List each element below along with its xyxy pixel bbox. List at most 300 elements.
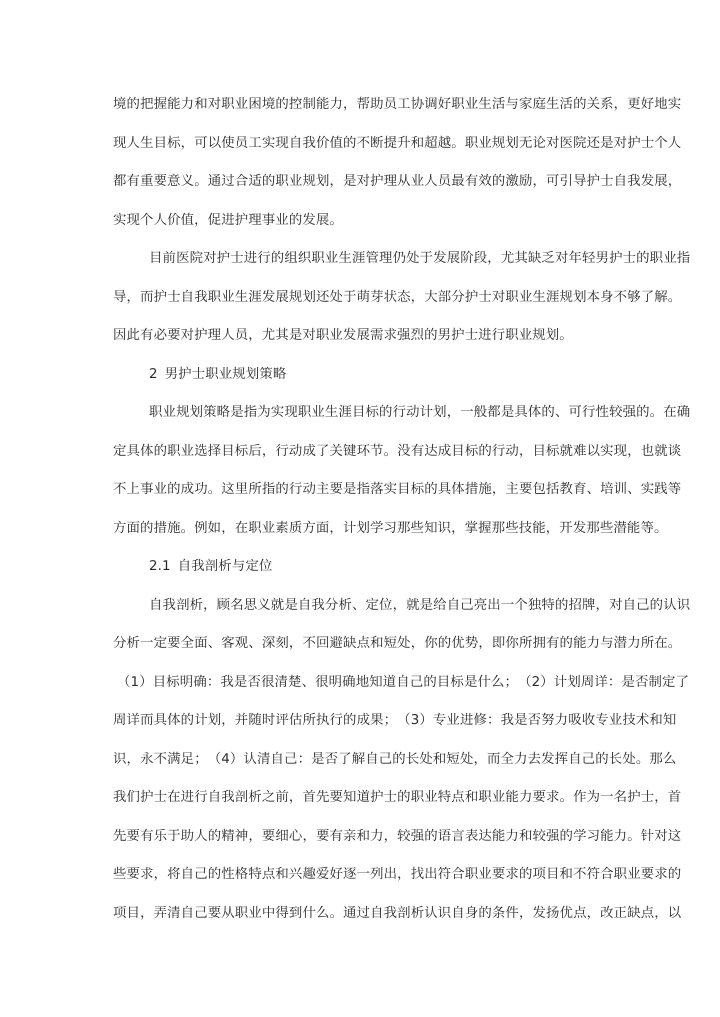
- text-glyph: 节: [370, 443, 384, 459]
- text-glyph: 解: [351, 751, 366, 767]
- text-glyph: 力: [505, 828, 519, 844]
- text-glyph: 、: [248, 636, 262, 651]
- text-glyph: 困: [248, 97, 262, 112]
- text-glyph: 展: [275, 289, 289, 305]
- text-glyph: 心: [288, 828, 303, 844]
- text-glyph: 体: [167, 713, 181, 728]
- text-glyph: 现: [284, 405, 298, 420]
- text-glyph: 标: [450, 674, 464, 690]
- text-glyph: 系: [600, 97, 614, 112]
- text-glyph: 收: [581, 713, 596, 728]
- text-glyph: 标: [546, 443, 560, 459]
- text-glyph: 足: [180, 751, 195, 767]
- text-glyph: 是: [500, 405, 515, 420]
- text-glyph: 庭: [532, 97, 546, 112]
- text-glyph: ，: [446, 405, 461, 420]
- text-glyph: 确: [193, 674, 207, 690]
- text-glyph: 符: [586, 867, 601, 882]
- text-glyph: 实: [600, 443, 614, 459]
- text-glyph: 的: [559, 828, 574, 844]
- text-glyph: 划: [315, 174, 330, 189]
- text-glyph: 努: [541, 713, 555, 728]
- text-glyph: 划: [433, 405, 447, 420]
- text-glyph: ，: [667, 174, 682, 189]
- text-glyph: 生: [546, 97, 560, 112]
- text-glyph: 业: [180, 443, 195, 459]
- text-glyph: 的: [478, 443, 492, 459]
- text-glyph: 和: [356, 828, 371, 844]
- text-line: [113, 394, 691, 433]
- text-glyph: 业: [248, 905, 262, 921]
- text-glyph: 明: [179, 674, 194, 690]
- text-glyph: 要: [640, 867, 655, 882]
- text-glyph: ，: [329, 174, 344, 189]
- text-glyph: 员: [437, 174, 452, 189]
- text-glyph: ，: [180, 135, 195, 151]
- text-glyph: 培: [600, 482, 614, 497]
- text-glyph: 动: [406, 405, 420, 420]
- text-glyph: 而: [487, 751, 501, 767]
- text-glyph: 现: [275, 135, 289, 151]
- text-glyph: 一: [356, 867, 371, 882]
- text-glyph: 全: [500, 751, 515, 767]
- text-glyph: 护: [627, 790, 641, 805]
- text-glyph: 的: [153, 443, 168, 459]
- text-glyph: 处: [329, 289, 344, 305]
- text-glyph: 的: [518, 867, 533, 882]
- text-glyph: 职: [167, 443, 181, 459]
- text-glyph: 和: [464, 790, 479, 805]
- text-glyph: 践: [654, 482, 668, 497]
- text-glyph: 、: [301, 674, 316, 690]
- text-glyph: 家: [518, 97, 533, 112]
- text-glyph: ）: [139, 674, 153, 690]
- text-glyph: 环: [356, 443, 371, 459]
- text-glyph: 是: [621, 674, 635, 690]
- text-glyph: 护: [627, 135, 641, 151]
- text-glyph: 力: [180, 97, 195, 112]
- text-glyph: 都: [487, 405, 501, 420]
- text-glyph: 对: [546, 135, 560, 151]
- text-glyph: 也: [640, 443, 655, 459]
- text-glyph: 员: [383, 97, 398, 112]
- text-glyph: 业: [162, 405, 177, 420]
- text-glyph: 合: [600, 867, 614, 882]
- text-glyph: 主: [505, 482, 519, 497]
- text-glyph: 的: [207, 867, 222, 882]
- text-glyph: 点: [356, 636, 371, 651]
- text-glyph: 周: [113, 713, 127, 728]
- text-glyph: 特: [437, 790, 452, 805]
- text-glyph: 了: [315, 443, 330, 459]
- text-glyph: ：: [607, 674, 622, 690]
- text-glyph: 行: [491, 443, 506, 459]
- text-glyph: 特: [541, 597, 555, 613]
- text-glyph: 分: [451, 289, 465, 305]
- text-glyph: 己: [378, 751, 393, 767]
- text-glyph: 的: [636, 405, 650, 420]
- text-glyph: 中: [261, 905, 276, 921]
- text-glyph: 不: [302, 636, 316, 651]
- text-glyph: 出: [487, 597, 501, 613]
- text-glyph: 位: [379, 597, 393, 613]
- text-glyph: 回: [315, 636, 330, 651]
- text-glyph: 业: [234, 97, 249, 112]
- text-glyph: 够: [627, 289, 641, 305]
- text-glyph: 后: [248, 443, 262, 459]
- text-glyph: 职: [297, 405, 312, 420]
- text-glyph: 职: [505, 289, 519, 305]
- text-glyph: 什: [302, 905, 316, 921]
- text-glyph: 是: [233, 674, 248, 690]
- text-glyph: 规: [559, 289, 574, 305]
- text-glyph: 确: [342, 674, 356, 690]
- text-glyph: 都: [113, 174, 127, 189]
- text-glyph: 和: [370, 636, 384, 651]
- text-glyph: 论: [532, 135, 546, 151]
- text-glyph: 处: [459, 751, 474, 767]
- text-glyph: 的: [379, 405, 393, 420]
- text-glyph: 士: [640, 790, 655, 805]
- text-glyph: 和: [559, 867, 574, 882]
- text-glyph: 我: [113, 790, 127, 805]
- text-glyph: ，: [595, 597, 610, 613]
- text-glyph: 识: [437, 905, 452, 921]
- text-glyph: 的: [424, 482, 438, 497]
- text-glyph: 先: [315, 790, 330, 805]
- text-glyph: 具: [437, 482, 452, 497]
- text-glyph: 、: [207, 636, 222, 651]
- text-glyph: 通: [343, 905, 357, 921]
- text-glyph: 行: [329, 713, 344, 728]
- text-glyph: 业: [627, 867, 641, 882]
- text-line: [113, 625, 682, 664]
- text-glyph: 行: [392, 405, 407, 420]
- text-glyph: 我: [627, 174, 641, 189]
- text-glyph: 于: [419, 251, 434, 266]
- text-glyph: 自: [396, 674, 410, 690]
- text-glyph: 目: [149, 251, 163, 266]
- section-title: 自我剖析与定位: [177, 559, 273, 574]
- text-glyph: 要: [261, 828, 276, 844]
- text-glyph: 我: [220, 674, 234, 690]
- section-number: 2.1: [149, 559, 171, 574]
- text-glyph: 自: [613, 174, 628, 189]
- text-glyph: ，: [288, 790, 303, 805]
- text-glyph: 职: [234, 905, 249, 921]
- text-glyph: 业: [663, 251, 677, 266]
- text-glyph: 自: [365, 751, 379, 767]
- text-glyph: 短: [446, 751, 460, 767]
- text-glyph: 展: [446, 251, 461, 266]
- text-glyph: 从: [221, 905, 235, 921]
- text-glyph: 使: [221, 135, 235, 151]
- text-glyph: ，: [478, 636, 492, 651]
- text-glyph: 是: [343, 482, 357, 497]
- text-glyph: 处: [622, 751, 636, 767]
- text-glyph: 标: [166, 674, 180, 690]
- text-glyph: 职: [207, 289, 222, 305]
- text-glyph: 职: [478, 790, 492, 805]
- text-glyph: 生: [478, 97, 492, 112]
- text-glyph: 我: [383, 905, 398, 921]
- text-glyph: 己: [460, 597, 474, 613]
- text-glyph: 策: [203, 405, 217, 420]
- text-glyph: 首: [667, 790, 682, 805]
- text-glyph: 上: [126, 482, 141, 497]
- text-glyph: 前: [275, 790, 289, 805]
- text-glyph: 护: [586, 174, 601, 189]
- text-glyph: 涯: [546, 289, 560, 305]
- text-glyph: 强: [410, 828, 425, 844]
- text-glyph: 项: [532, 867, 546, 882]
- text-glyph: 生: [140, 135, 154, 151]
- text-glyph: 点: [640, 905, 655, 921]
- text-glyph: 招: [568, 597, 582, 613]
- text-glyph: 工: [248, 135, 262, 151]
- text-glyph: 趣: [302, 867, 316, 882]
- text-glyph: 的: [554, 597, 569, 613]
- text-glyph: 客: [221, 636, 235, 651]
- text-glyph: 的: [167, 482, 181, 497]
- text-glyph: 较: [397, 828, 411, 844]
- text-glyph: 生: [324, 405, 339, 420]
- text-glyph: 么: [662, 751, 677, 767]
- text-line: [113, 279, 682, 318]
- text-glyph: 体: [140, 443, 154, 459]
- text-glyph: 而: [140, 713, 154, 728]
- text-glyph: 发: [541, 751, 555, 767]
- text-glyph: 专: [432, 713, 447, 728]
- text-glyph: 涯: [248, 289, 262, 305]
- text-glyph: 般: [473, 405, 488, 420]
- text-glyph: 目: [351, 405, 366, 420]
- text-glyph: 和: [649, 713, 663, 728]
- text-glyph: 知: [662, 713, 677, 728]
- text-glyph: 求: [140, 867, 154, 882]
- text-glyph: ，: [126, 289, 141, 305]
- text-glyph: 生: [234, 289, 249, 305]
- text-glyph: 正: [613, 905, 628, 921]
- text-line: [113, 433, 682, 472]
- text-glyph: 确: [676, 405, 691, 420]
- text-glyph: 为: [586, 790, 601, 805]
- text-glyph: 行: [288, 482, 303, 497]
- text-glyph: 要: [518, 482, 533, 497]
- text-glyph: 最: [451, 174, 465, 189]
- text-glyph: 的: [207, 828, 222, 844]
- text-glyph: 自: [207, 790, 222, 805]
- text-glyph: 、: [586, 482, 601, 497]
- text-glyph: 生: [532, 289, 546, 305]
- text-glyph: 学: [573, 828, 587, 844]
- text-glyph: 解: [654, 289, 668, 305]
- text-glyph: 否: [527, 713, 542, 728]
- text-glyph: 选: [194, 443, 208, 459]
- text-glyph: 己: [194, 867, 208, 882]
- text-glyph: 较: [609, 405, 623, 420]
- text-glyph: 涯: [351, 251, 366, 266]
- text-line: 实现个人价值，促进护理事业的发展。: [113, 212, 343, 228]
- text-glyph: 性: [595, 405, 610, 420]
- text-glyph: 己: [409, 674, 424, 690]
- text-glyph: 指: [676, 251, 691, 266]
- text-glyph: 是: [463, 674, 478, 690]
- paragraph-1: [113, 86, 682, 240]
- text-glyph: ，: [627, 443, 641, 459]
- text-glyph: 己: [581, 751, 596, 767]
- text-glyph: 改: [600, 905, 614, 921]
- text-glyph: 括: [546, 482, 560, 497]
- text-glyph: 和: [194, 97, 208, 112]
- text-glyph: ，: [586, 905, 601, 921]
- text-glyph: 周: [580, 674, 595, 690]
- text-glyph: 发: [640, 174, 655, 189]
- text-glyph: 职: [464, 135, 479, 151]
- text-glyph: 强: [622, 405, 637, 420]
- text-glyph: 理: [379, 251, 393, 266]
- text-glyph: 医: [559, 135, 574, 151]
- text-glyph: 价: [315, 135, 330, 151]
- text-glyph: 理: [383, 174, 398, 189]
- text-glyph: 护: [464, 289, 479, 305]
- text-glyph: 果: [370, 713, 384, 728]
- text-glyph: 修: [473, 713, 487, 728]
- text-glyph: 自: [180, 289, 195, 305]
- text-glyph: 清: [274, 674, 289, 690]
- text-glyph: 境: [113, 97, 127, 112]
- text-glyph: 能: [491, 828, 506, 844]
- text-glyph: 键: [343, 443, 357, 459]
- text-glyph: 对: [654, 828, 668, 844]
- text-glyph: 业: [153, 482, 168, 497]
- text-glyph: 以: [667, 905, 682, 921]
- text-glyph: ，: [487, 251, 501, 266]
- text-glyph: 适: [248, 174, 262, 189]
- text-glyph: 的: [437, 636, 452, 651]
- text-glyph: 段: [473, 251, 488, 266]
- text-glyph: 从: [397, 174, 411, 189]
- text-glyph: 励: [518, 174, 533, 189]
- text-glyph: 自: [180, 905, 195, 921]
- text-glyph: 剖: [234, 790, 249, 805]
- text-line: [113, 664, 690, 703]
- text-glyph: 所: [302, 713, 316, 728]
- text-glyph: 制: [302, 97, 316, 112]
- text-glyph: 精: [221, 828, 235, 844]
- text-glyph: 缺: [343, 636, 357, 651]
- text-glyph: 的: [636, 251, 650, 266]
- section-heading-2-1: [113, 548, 609, 587]
- text-glyph: 一: [600, 790, 614, 805]
- text-glyph: 力: [554, 713, 569, 728]
- text-glyph: 护: [609, 251, 623, 266]
- text-glyph: 剖: [397, 905, 411, 921]
- text-glyph: 出: [383, 867, 398, 882]
- text-glyph: 的: [397, 790, 411, 805]
- text-glyph: 帮: [356, 97, 371, 112]
- text-glyph: 要: [126, 828, 141, 844]
- text-glyph: 潜: [613, 636, 628, 651]
- text-glyph: 业: [288, 174, 303, 189]
- text-glyph: 护: [370, 174, 384, 189]
- text-glyph: 对: [356, 174, 371, 189]
- text-glyph: 合: [234, 174, 249, 189]
- text-glyph: 升: [397, 135, 411, 151]
- text-glyph: 识: [676, 597, 691, 613]
- text-glyph: 好: [437, 97, 452, 112]
- text-glyph: 于: [343, 289, 357, 305]
- text-glyph: 现: [613, 443, 628, 459]
- text-glyph: 弄: [153, 905, 168, 921]
- text-glyph: 得: [275, 905, 289, 921]
- text-glyph: 对: [609, 597, 623, 613]
- text-glyph: 与: [600, 636, 614, 651]
- text-glyph: 针: [640, 828, 655, 844]
- text-glyph: 4: [221, 751, 230, 767]
- text-line: 因此有必要对护理人员，尤其是对职业发展需求强烈的男护士进行职业规划。: [113, 328, 573, 343]
- text-glyph: 的: [667, 867, 682, 882]
- text-line: [113, 471, 682, 510]
- text-glyph: 一: [460, 405, 474, 420]
- text-glyph: 处: [406, 251, 420, 266]
- text-glyph: 以: [207, 135, 222, 151]
- text-glyph: 就: [270, 597, 285, 613]
- text-glyph: 进: [243, 251, 258, 266]
- text-glyph: 现: [113, 135, 127, 151]
- text-glyph: 行: [194, 790, 208, 805]
- text-glyph: 满: [167, 751, 181, 767]
- text-glyph: 所: [518, 636, 533, 651]
- text-glyph: 求: [654, 867, 668, 882]
- text-glyph: 我: [500, 713, 515, 728]
- text-glyph: 。: [329, 905, 344, 921]
- text-glyph: 己: [194, 905, 208, 921]
- text-glyph: 业: [464, 97, 479, 112]
- text-glyph: 状: [383, 289, 398, 305]
- text-glyph: 动: [505, 443, 519, 459]
- text-glyph: ，: [654, 905, 668, 921]
- text-glyph: 业: [221, 289, 235, 305]
- text-glyph: 个: [654, 135, 668, 151]
- text-glyph: 发: [261, 289, 276, 305]
- text-glyph: 力: [514, 751, 528, 767]
- text-glyph: 业: [446, 713, 460, 728]
- text-glyph: 。: [635, 751, 650, 767]
- text-glyph: 是: [343, 174, 357, 189]
- text-glyph: 进: [180, 790, 195, 805]
- text-glyph: 院: [573, 135, 587, 151]
- text-glyph: 什: [477, 674, 491, 690]
- text-glyph: 好: [329, 867, 344, 882]
- text-glyph: 力: [586, 636, 601, 651]
- section-number: 2: [149, 366, 158, 382]
- text-glyph: 目: [436, 674, 451, 690]
- text-glyph: 就: [654, 443, 668, 459]
- text-glyph: 较: [532, 828, 546, 844]
- text-glyph: 执: [315, 713, 330, 728]
- text-glyph: 乐: [153, 828, 168, 844]
- text-glyph: 定: [365, 597, 380, 613]
- text-glyph: 人: [194, 828, 208, 844]
- text-glyph: 在: [167, 790, 181, 805]
- text-glyph: 求: [505, 867, 519, 882]
- text-glyph: 道: [356, 790, 371, 805]
- text-glyph: 职: [221, 97, 235, 112]
- text-glyph: 能: [505, 790, 519, 805]
- text-glyph: 前: [162, 251, 177, 266]
- text-glyph: 我: [221, 790, 235, 805]
